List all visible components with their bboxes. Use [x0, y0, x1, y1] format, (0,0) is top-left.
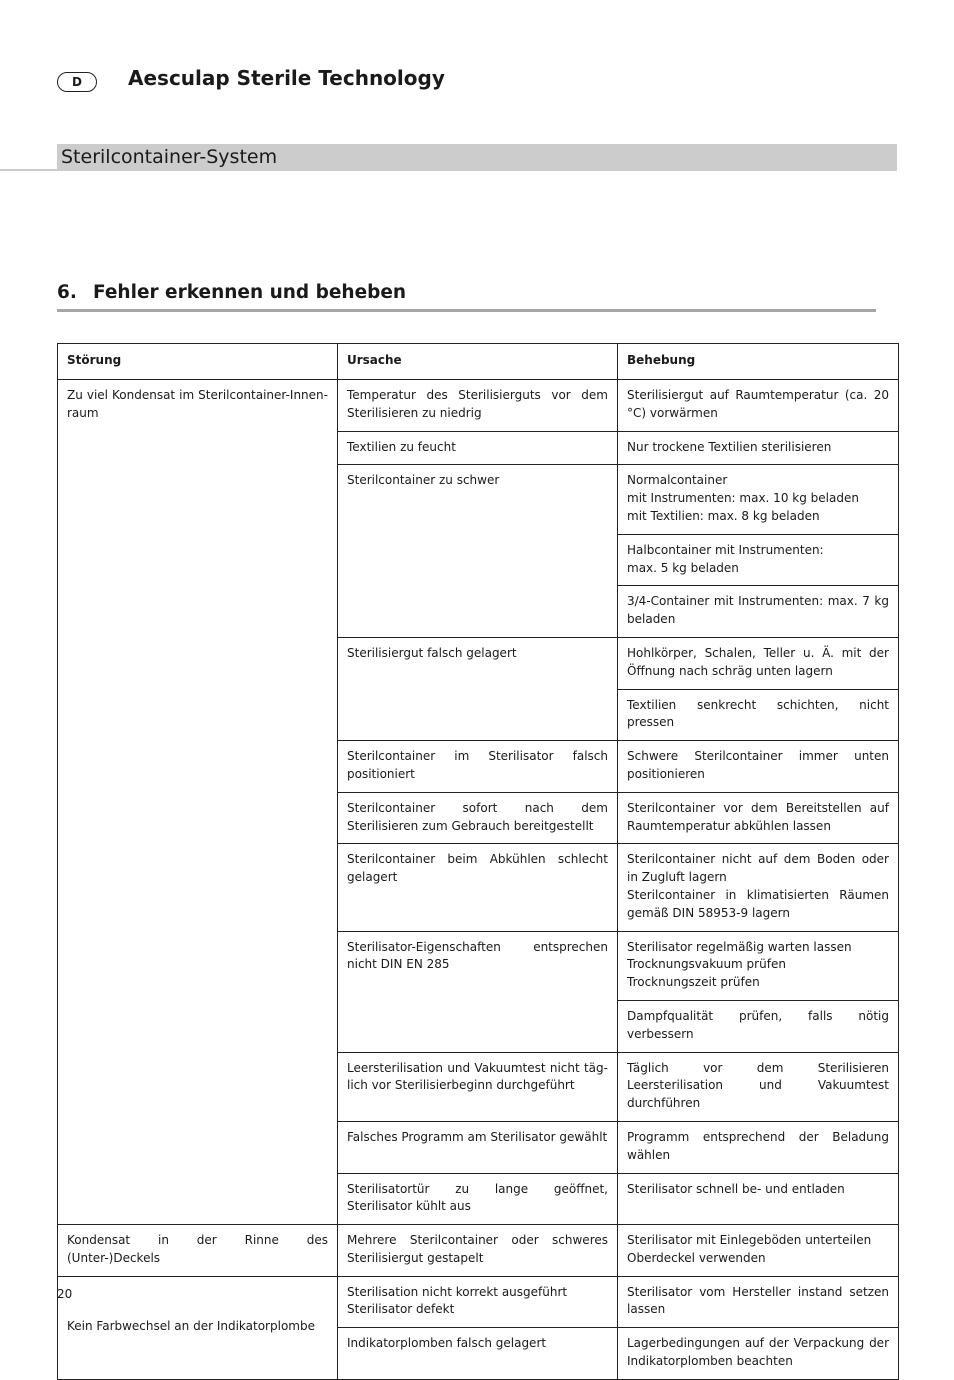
cell-line: Programm entsprechend der Beladung wählen [627, 1129, 889, 1162]
page-number: 20 [57, 1287, 73, 1301]
table-row [58, 380, 899, 432]
cell-behebung [618, 1276, 899, 1328]
cell-behebung [618, 1000, 899, 1052]
cell-line: Sterilisator defekt [347, 1302, 455, 1317]
cell-ursache: Sterilisatortür zu lange geöffnet, Sterilisator kühlt aus [338, 1173, 618, 1225]
cell-stoerung: Kein Farbwechsel an der Indikatorplombe [58, 1276, 338, 1379]
cell-line: Sterilisator schnell be- und entladen [627, 1181, 845, 1196]
cell-line: Halbcontainer mit Instrumenten: [627, 542, 824, 557]
cell-ursache [338, 1276, 618, 1328]
cell-line: Dampfqualität prüfen, falls nötig verbessern [627, 1008, 889, 1041]
cell-behebung [618, 792, 899, 844]
system-title-rule [0, 169, 60, 171]
cell-line: Sterilcontainer nicht auf dem Boden oder in Zugluft lagern [627, 852, 889, 885]
cell-ursache: Textilien zu feucht [338, 431, 618, 465]
brand-title: Aesculap Sterile Technology [128, 66, 445, 90]
table-row [58, 1225, 899, 1277]
system-title: Sterilcontainer-System [61, 146, 278, 168]
cell-behebung [618, 931, 899, 1000]
cell-line: Trocknungsvakuum prüfen [627, 957, 786, 972]
language-badge: D [57, 72, 97, 92]
cell-ursache: Mehrere Sterilcontainer oder schweres Sterilisiergut gestapelt [338, 1225, 618, 1277]
section-title: Fehler erkennen und beheben [93, 282, 407, 303]
cell-stoerung: Zu viel Kondensat im Sterilcontainer-Innenraum [58, 380, 338, 1225]
cell-ursache: Temperatur des Sterilisierguts vor dem Sterilisieren zu niedrig [338, 380, 618, 432]
cell-behebung [618, 431, 899, 465]
table-header-row [58, 344, 899, 380]
cell-behebung [618, 1328, 899, 1380]
cell-ursache: Leersterilisation und Vakuumtest nicht täglich vor Sterilisierbeginn durchgeführt [338, 1052, 618, 1121]
cell-behebung [618, 380, 899, 432]
cell-line: Sterilisation nicht korrekt ausgeführt [347, 1284, 568, 1299]
cell-line: Sterilcontainer in klimatisierten Räumen gemäß DIN 58953-9 lagern [627, 887, 889, 920]
table-row [58, 1276, 899, 1328]
section-number: 6. [57, 282, 77, 303]
cell-line: Schwere Sterilcontainer immer unten positionieren [627, 749, 889, 781]
cell-behebung [618, 465, 899, 534]
cell-behebung [618, 1121, 899, 1173]
cell-line: Normalcontainer [627, 473, 728, 488]
cell-line: 3/4-Container mit Instrumenten: max. 7 kg beladen [627, 594, 889, 627]
cell-behebung [618, 689, 899, 741]
cell-line: Sterilisiergut auf Raumtemperatur (ca. 20 °C) vorwärmen [627, 388, 889, 420]
cell-behebung [618, 844, 899, 931]
cell-line: Sterilisator regelmäßig warten lassen [627, 939, 852, 954]
cell-stoerung: Kondensat in der Rinne des (Unter-)Deckels [58, 1225, 338, 1277]
cell-line: Oberdeckel verwenden [627, 1250, 766, 1265]
table-body [58, 380, 899, 1380]
cell-ursache: Sterilisator-Eigenschaften entsprechen nicht DIN EN 285 [338, 931, 618, 1052]
cell-ursache: Sterilcontainer im Sterilisator falsch positioniert [338, 741, 618, 793]
cell-ursache: Sterilcontainer zu schwer [338, 465, 618, 638]
cell-line: Täglich vor dem Sterilisieren Leersterilisation und Vakuumtest durchführen [627, 1060, 889, 1111]
cell-behebung [618, 534, 899, 586]
cell-line: Nur trockene Textilien sterilisieren [627, 439, 832, 454]
cell-line: max. 5 kg beladen [627, 560, 739, 575]
cell-ursache: Sterilcontainer sofort nach dem Sterilisieren zum Gebrauch bereitgestellt [338, 792, 618, 844]
cell-ursache: Indikatorplomben falsch gelagert [338, 1328, 618, 1380]
cell-behebung [618, 586, 899, 638]
section-heading [57, 282, 406, 303]
cell-line: Lagerbedingungen auf der Verpackung der Indikatorplomben beachten [627, 1336, 889, 1369]
header-stoerung: Störung [58, 344, 338, 380]
fault-table [57, 343, 899, 1380]
cell-behebung [618, 1052, 899, 1121]
header-ursache: Ursache [338, 344, 618, 380]
cell-ursache: Sterilisiergut falsch gelagert [338, 637, 618, 740]
cell-line: Sterilisator vom Hersteller instand setzen lassen [627, 1284, 889, 1317]
cell-line: Sterilisator mit Einlegeböden unterteilen [627, 1233, 872, 1248]
cell-ursache: Falsches Programm am Sterilisator gewählt [338, 1121, 618, 1173]
cell-behebung [618, 1225, 899, 1277]
header-behebung: Behebung [618, 344, 899, 380]
cell-behebung [618, 637, 899, 689]
cell-line: Hohlkörper, Schalen, Teller u. Ä. mit der Öffnung nach schräg unten lagern [627, 645, 889, 678]
cell-line: Sterilcontainer vor dem Bereitstellen auf Raumtemperatur abkühlen lassen [627, 800, 889, 833]
cell-behebung [618, 1173, 899, 1225]
cell-line: Textilien senkrecht schichten, nicht pressen [627, 697, 889, 730]
cell-line: mit Textilien: max. 8 kg beladen [627, 508, 820, 523]
cell-behebung [618, 741, 899, 793]
cell-line: mit Instrumenten: max. 10 kg beladen [627, 491, 859, 506]
cell-ursache: Sterilcontainer beim Abkühlen schlecht gelagert [338, 844, 618, 931]
cell-line: Trocknungszeit prüfen [627, 975, 760, 990]
section-rule [57, 309, 876, 312]
